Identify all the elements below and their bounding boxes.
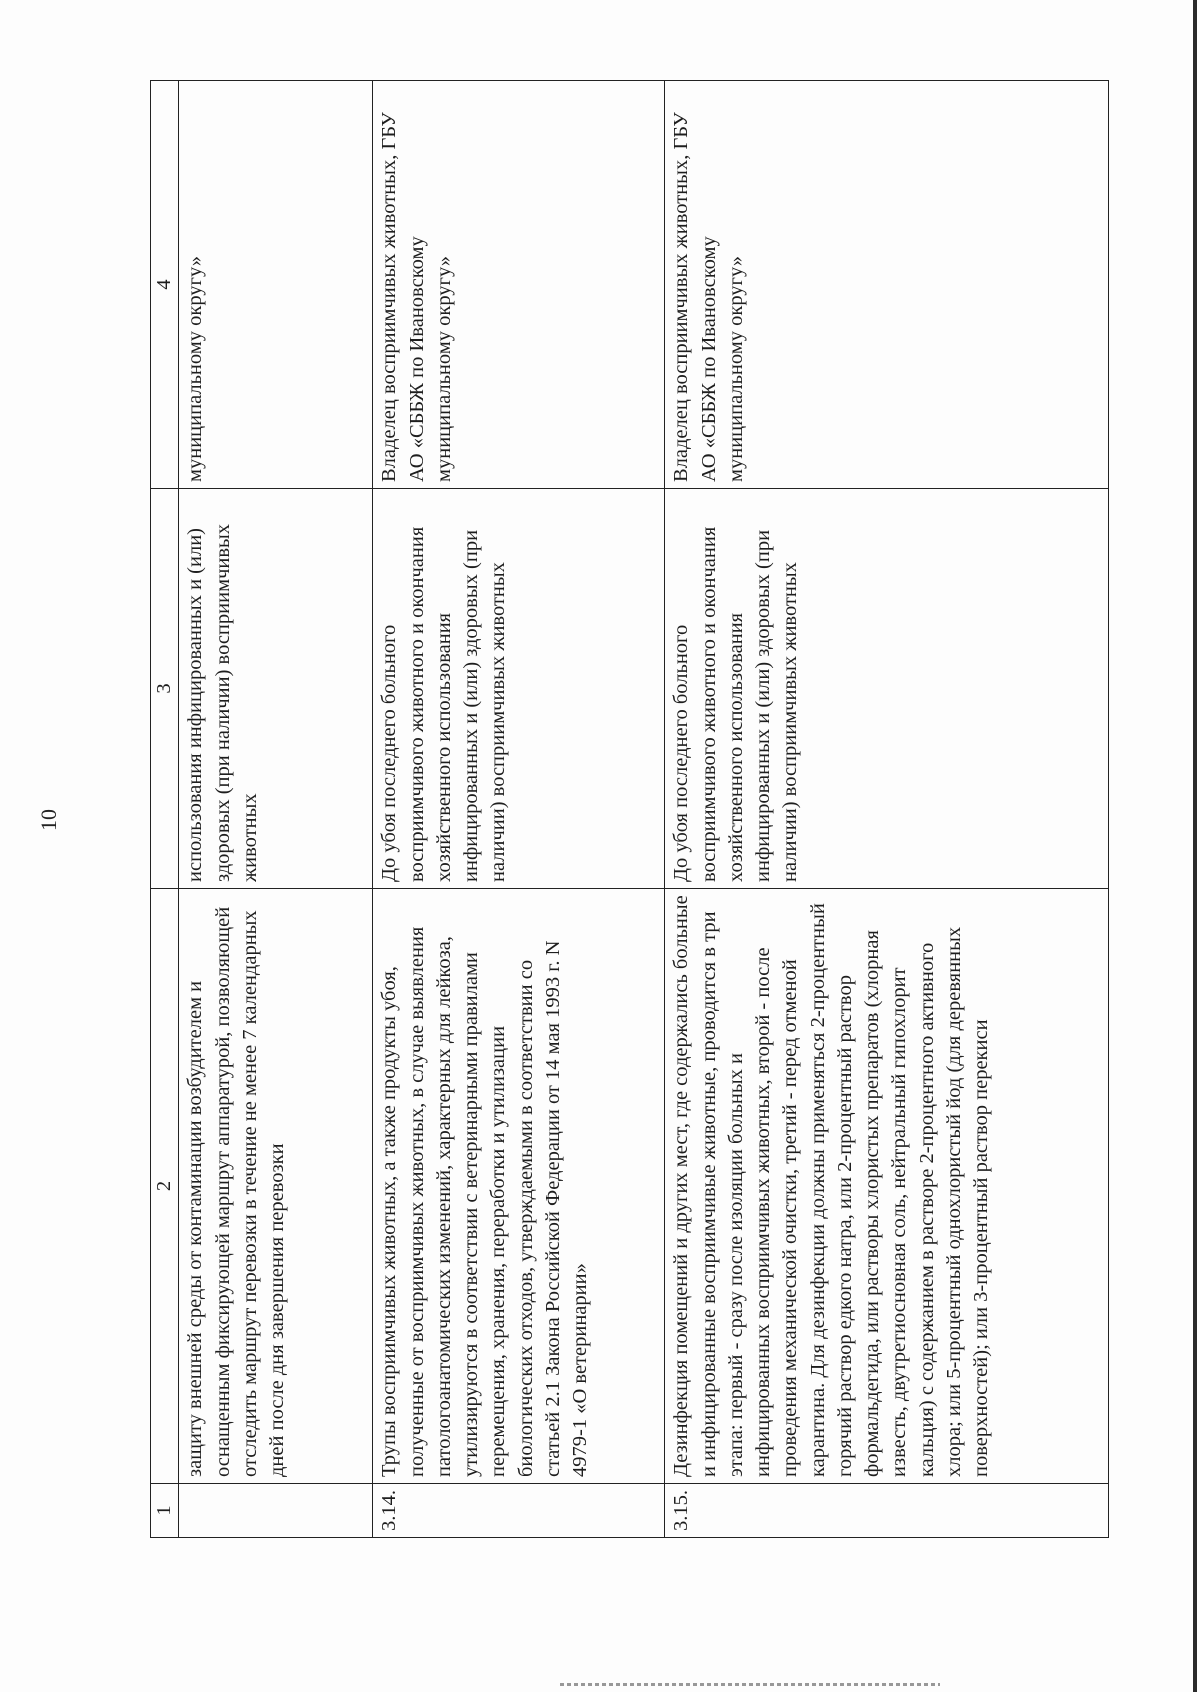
header-col-4: 4 xyxy=(151,81,179,489)
row-number: 3.15. xyxy=(665,1484,1109,1538)
row-responsible xyxy=(665,81,1109,489)
row-responsible xyxy=(179,81,373,489)
row-term xyxy=(373,489,665,889)
row-term xyxy=(179,489,373,889)
row-action xyxy=(373,889,665,1484)
responsible-text: Владелец восприимчивых животных, ГБУ АО «СББЖ по Ивановскому муниципальному округу» xyxy=(670,112,747,482)
table-row xyxy=(179,81,373,1538)
action-text: защиту внешней среды от контаминации возбудителем и оснащенным фиксирующей маршрут аппаратурой, позволяющей отследить маршрут перевозки в течение не менее 7 календарных дней после дня завершения перевозки xyxy=(184,906,288,1477)
measures-table xyxy=(150,80,1109,1538)
row-action xyxy=(665,889,1109,1484)
action-text: Трупы восприимчивых животных, а также продукты убоя, полученные от восприимчивых животных, в случае выявления патологоанатомических изменений, характерных для лейкоза, утилизируются в соответствии с ветеринарными правилами перемещения, хранения, переработки и утилизации биологических отходов, утверждаемыми в соответствии со статьей 2.1 Закона Российской Федерации от 14 мая 1993 г. N 4979-1 «О ветеринарии» xyxy=(378,926,591,1477)
term-text: До убоя последнего больного восприимчивого животного и окончания хозяйственного использования инфицированных и (или) здоровых (при наличии) восприимчивых животных xyxy=(378,526,510,882)
responsible-text: муниципальному округу» xyxy=(184,256,207,482)
table-row xyxy=(665,81,1109,1538)
row-number: 3.14. xyxy=(373,1484,665,1538)
row-term xyxy=(665,489,1109,889)
header-col-1: 1 xyxy=(151,1484,179,1538)
row-responsible xyxy=(373,81,665,489)
header-col-2: 2 xyxy=(151,889,179,1484)
responsible-text: Владелец восприимчивых животных, ГБУ АО «СББЖ по Ивановскому муниципальному округу» xyxy=(378,112,455,482)
page-number: 10 xyxy=(36,809,61,831)
table-header-row xyxy=(151,81,179,1538)
term-text: До убоя последнего больного восприимчивого животного и окончания хозяйственного использования инфицированных и (или) здоровых (при наличии) восприимчивых животных xyxy=(670,526,802,882)
term-text: использования инфицированных и (или) здоровых (при наличии) восприимчивых животных xyxy=(184,523,261,882)
row-action xyxy=(179,889,373,1484)
action-text: Дезинфекция помещений и других мест, где содержались больные и инфицированные восприимчивые животные, проводится в три этапа: первый - сразу после изоляции больных и инфицированных восприимчивых животных, второй - после проведения механической очистки, третий - перед отменой карантина. Для дезинфекции должны применяться 2-процентный горячий раствор едкого натра, или 2-процентный раствор формальдегида, или растворы хлористых препаратов (хлорная известь, двутретиосновная соль, нейтральный гипохлорит кальция) с содержанием в растворе 2-процентного активного хлора; или 5-процентный однохлористый йод (для деревянных поверхностей); или 3-процентный раствор перекиси xyxy=(670,895,992,1477)
row-number xyxy=(179,1484,373,1538)
table-row xyxy=(373,81,665,1538)
header-col-3: 3 xyxy=(151,489,179,889)
scan-artifact xyxy=(560,1683,940,1686)
rotated-table-container xyxy=(150,81,1179,1538)
scan-edge xyxy=(1193,0,1197,1692)
